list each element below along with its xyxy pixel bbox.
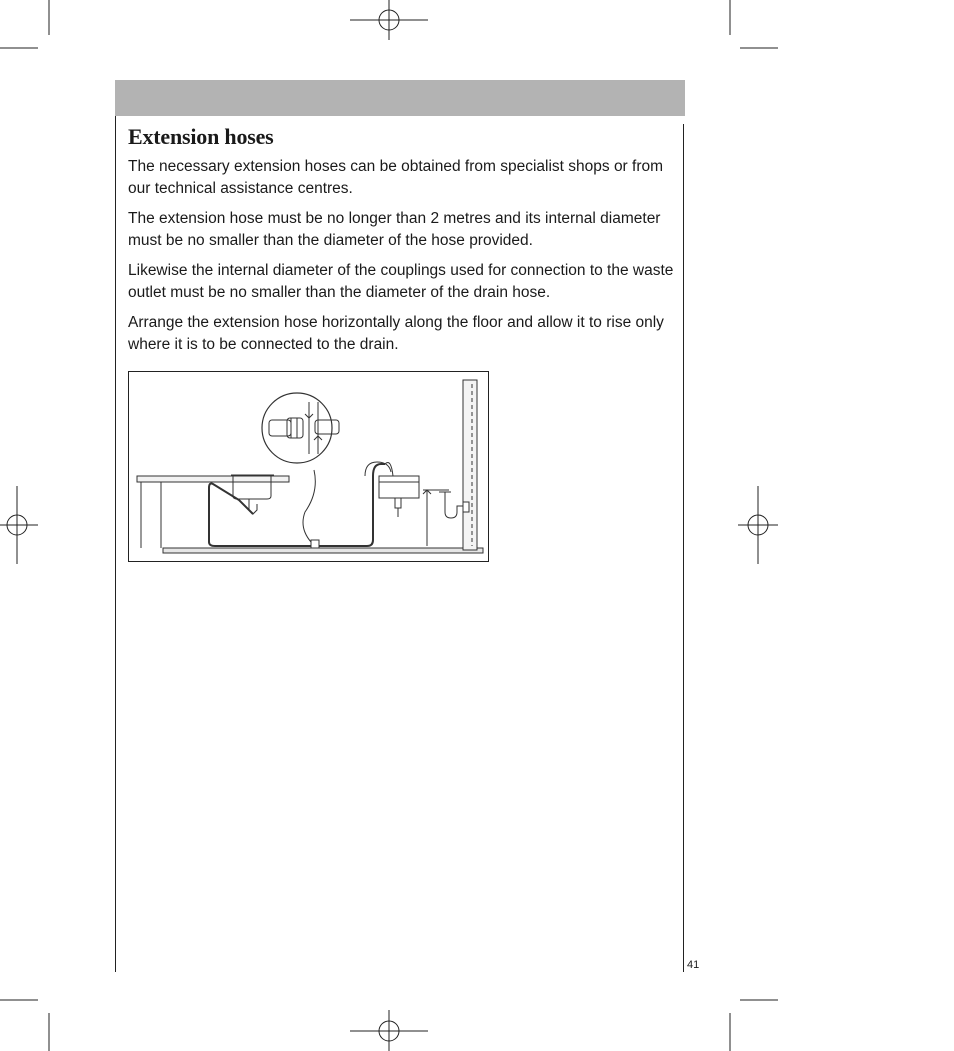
installation-diagram: [129, 372, 488, 561]
registration-mark-top: [350, 0, 428, 40]
hose-coupling: [311, 540, 319, 548]
registration-mark-bottom: [350, 1010, 428, 1051]
wall-siphon: [445, 492, 465, 518]
page-title: Extension hoses: [128, 124, 274, 149]
worktop: [137, 476, 289, 482]
floor: [163, 548, 483, 553]
right-margin-rule: [683, 124, 684, 972]
registration-mark-right: [738, 486, 778, 564]
paragraph-extension-hose-source: The necessary extension hoses can be obtained from specialist shops or from our technical assistance centres.: [128, 158, 664, 197]
header-bar: [115, 80, 685, 116]
wall: [463, 380, 477, 550]
body-text: [128, 156, 676, 364]
registration-mark-left: [0, 486, 38, 564]
paragraph-hose-length-limit: The extension hose must be no longer than 2 metres and its internal diameter must be no smaller than the diameter of the hose provided.: [128, 210, 661, 249]
paragraph-hose-arrangement: Arrange the extension hose horizontally along the floor and allow it to rise only where it is to be connected to the drain.: [128, 314, 664, 353]
paragraph-coupling-diameter: Likewise the internal diameter of the couplings used for connection to the waste outlet must be no smaller than the diameter of the drain hose.: [128, 262, 674, 301]
drain-hose: [209, 484, 315, 547]
left-margin-rule: [115, 116, 116, 972]
page-number: 41: [687, 959, 700, 971]
extension-hose-illustration: [128, 371, 489, 562]
drain-tank: [379, 476, 419, 498]
